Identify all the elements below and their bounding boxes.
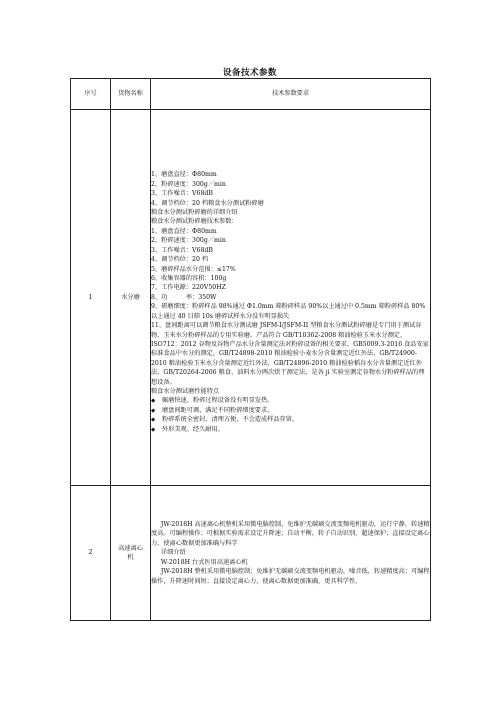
spec-line: 8、功 率：350W [151, 293, 217, 301]
spec-line: 7、工作电源：220V50HZ [151, 284, 226, 292]
diamond-bullet-icon: ◆ [151, 417, 156, 424]
header-name: 货物名称 [111, 79, 151, 110]
row-1-name: 水分磨 [111, 110, 151, 486]
spec-paragraph-description: 11、盘间距离可以调节粮食水分测试磨 JSFM-I/JSFM-II 型粮食水分测试粉碎磨是专门用于测试谷物、玉米水分粉碎样品的专用实验磨。产品符合 GB/T10362-2008 粮油检验玉米水分测定，ISO712：2012 谷物及谷物产品水分含量测定法对粉碎设备的相关要求，GB5009.3-2016 食品安家标准食品中水分的测定，GB/T24898-2010 粮油检验小麦水分含量测定近红外法，GB/T24900-2010 粮油检验玉米水分含量测定近红外法，GB/T24896-2010 粮油检验稻谷水分含量测定近红外法，GB/T20264-2006 粮食、油料水分两次烘干测定法，是各 ji 实验室测定谷物水分粉碎样品的理想设备。 [151, 322, 429, 386]
centrifuge-paragraph: JW-2018H 整机采用微电脑控制；免维护无碳刷交流变频电机驱动，噪音低，转速精度高；可编程操作，升降速时间短；直接设定离心力，使离心数据更加准确，更具科学性、 [151, 568, 430, 585]
spec-line: 4、调节档位：20 档粮食水分测试粉碎磨 [151, 199, 264, 207]
spec-line: 1、磨盘直径：Φ80mm [151, 227, 217, 235]
spec-line: 4、调节档位：20 档 [151, 256, 209, 264]
spec-line: 粮食水分测试粉碎磨的详细介绍 [151, 209, 238, 217]
header-no: 序号 [71, 79, 111, 110]
diamond-bullet-icon: ◆ [151, 398, 156, 405]
feature-item: ◆ 粉碎系统全密封，清理方便，不会造成样品存留。 [151, 416, 299, 424]
features-title: 粮食水分测试磨性能特点 [151, 388, 220, 396]
spec-table [70, 78, 431, 621]
row-2-no: 2 [71, 486, 111, 621]
row-1-no: 1 [71, 110, 111, 486]
spec-line: 3、工作噪音：V68dB [151, 190, 213, 198]
header-row [71, 79, 431, 110]
diamond-bullet-icon: ◆ [151, 426, 156, 433]
row-1-requirements [151, 110, 431, 486]
table-row [71, 486, 431, 621]
spec-paragraph-fineness: 9、研磨细度：粉碎样品 98%通过 Φ1.0mm 筛粉碎样品 90%以上通过中 0.5mm 筛粉碎样品 80%以上通过 40 目筛 10s 磨碎试样水分没有明显损失 [151, 303, 426, 320]
spec-line: 粮食水分测试粉碎磨技术参数： [151, 218, 238, 226]
row-2-requirements [151, 486, 431, 621]
spec-line: 5、磨碎样品水分范围：≤17% [151, 265, 236, 273]
header-requirements: 技术参数要求 [151, 79, 431, 110]
spec-line: 3、工作噪音：V68dB [151, 246, 213, 254]
diamond-bullet-icon: ◆ [151, 407, 156, 414]
spec-line: 2、粉碎速度：300g／min [151, 180, 226, 188]
page-title: 设备技术参数 [222, 68, 277, 78]
feature-item: ◆ 碾磨快速，粉碎过程设备没有明显发热。 [151, 397, 274, 405]
feature-item: ◆ 外形美观、经久耐用。 [151, 425, 224, 433]
spec-line: 1、磨盘直径：Φ80mm [151, 171, 217, 179]
row-2-name: 高速离心机 [111, 486, 151, 621]
centrifuge-paragraph: JW-2018H 高速离心机整机采用微电脑控制，免维护无碳刷交流变频电机驱动，运行宁静，转速精度高。可编程操作；可根据实验需求设定升降速；自动平衡，转子自动识别，超速保护；直接设定离心力，使离心数据更加准确与科学 [151, 521, 430, 547]
spec-line: 6、收集容器的容积：100g [151, 274, 227, 282]
spec-line: 2、粉碎速度：300g／min [151, 237, 226, 245]
detail-heading: 详细介绍 [160, 549, 186, 557]
table-row [71, 110, 431, 486]
model-name: W-2018H 台式医用高速离心机 [160, 558, 248, 566]
feature-item: ◆ 磨盘间距可调，满足不同粉碎细度要求。 [151, 406, 274, 414]
